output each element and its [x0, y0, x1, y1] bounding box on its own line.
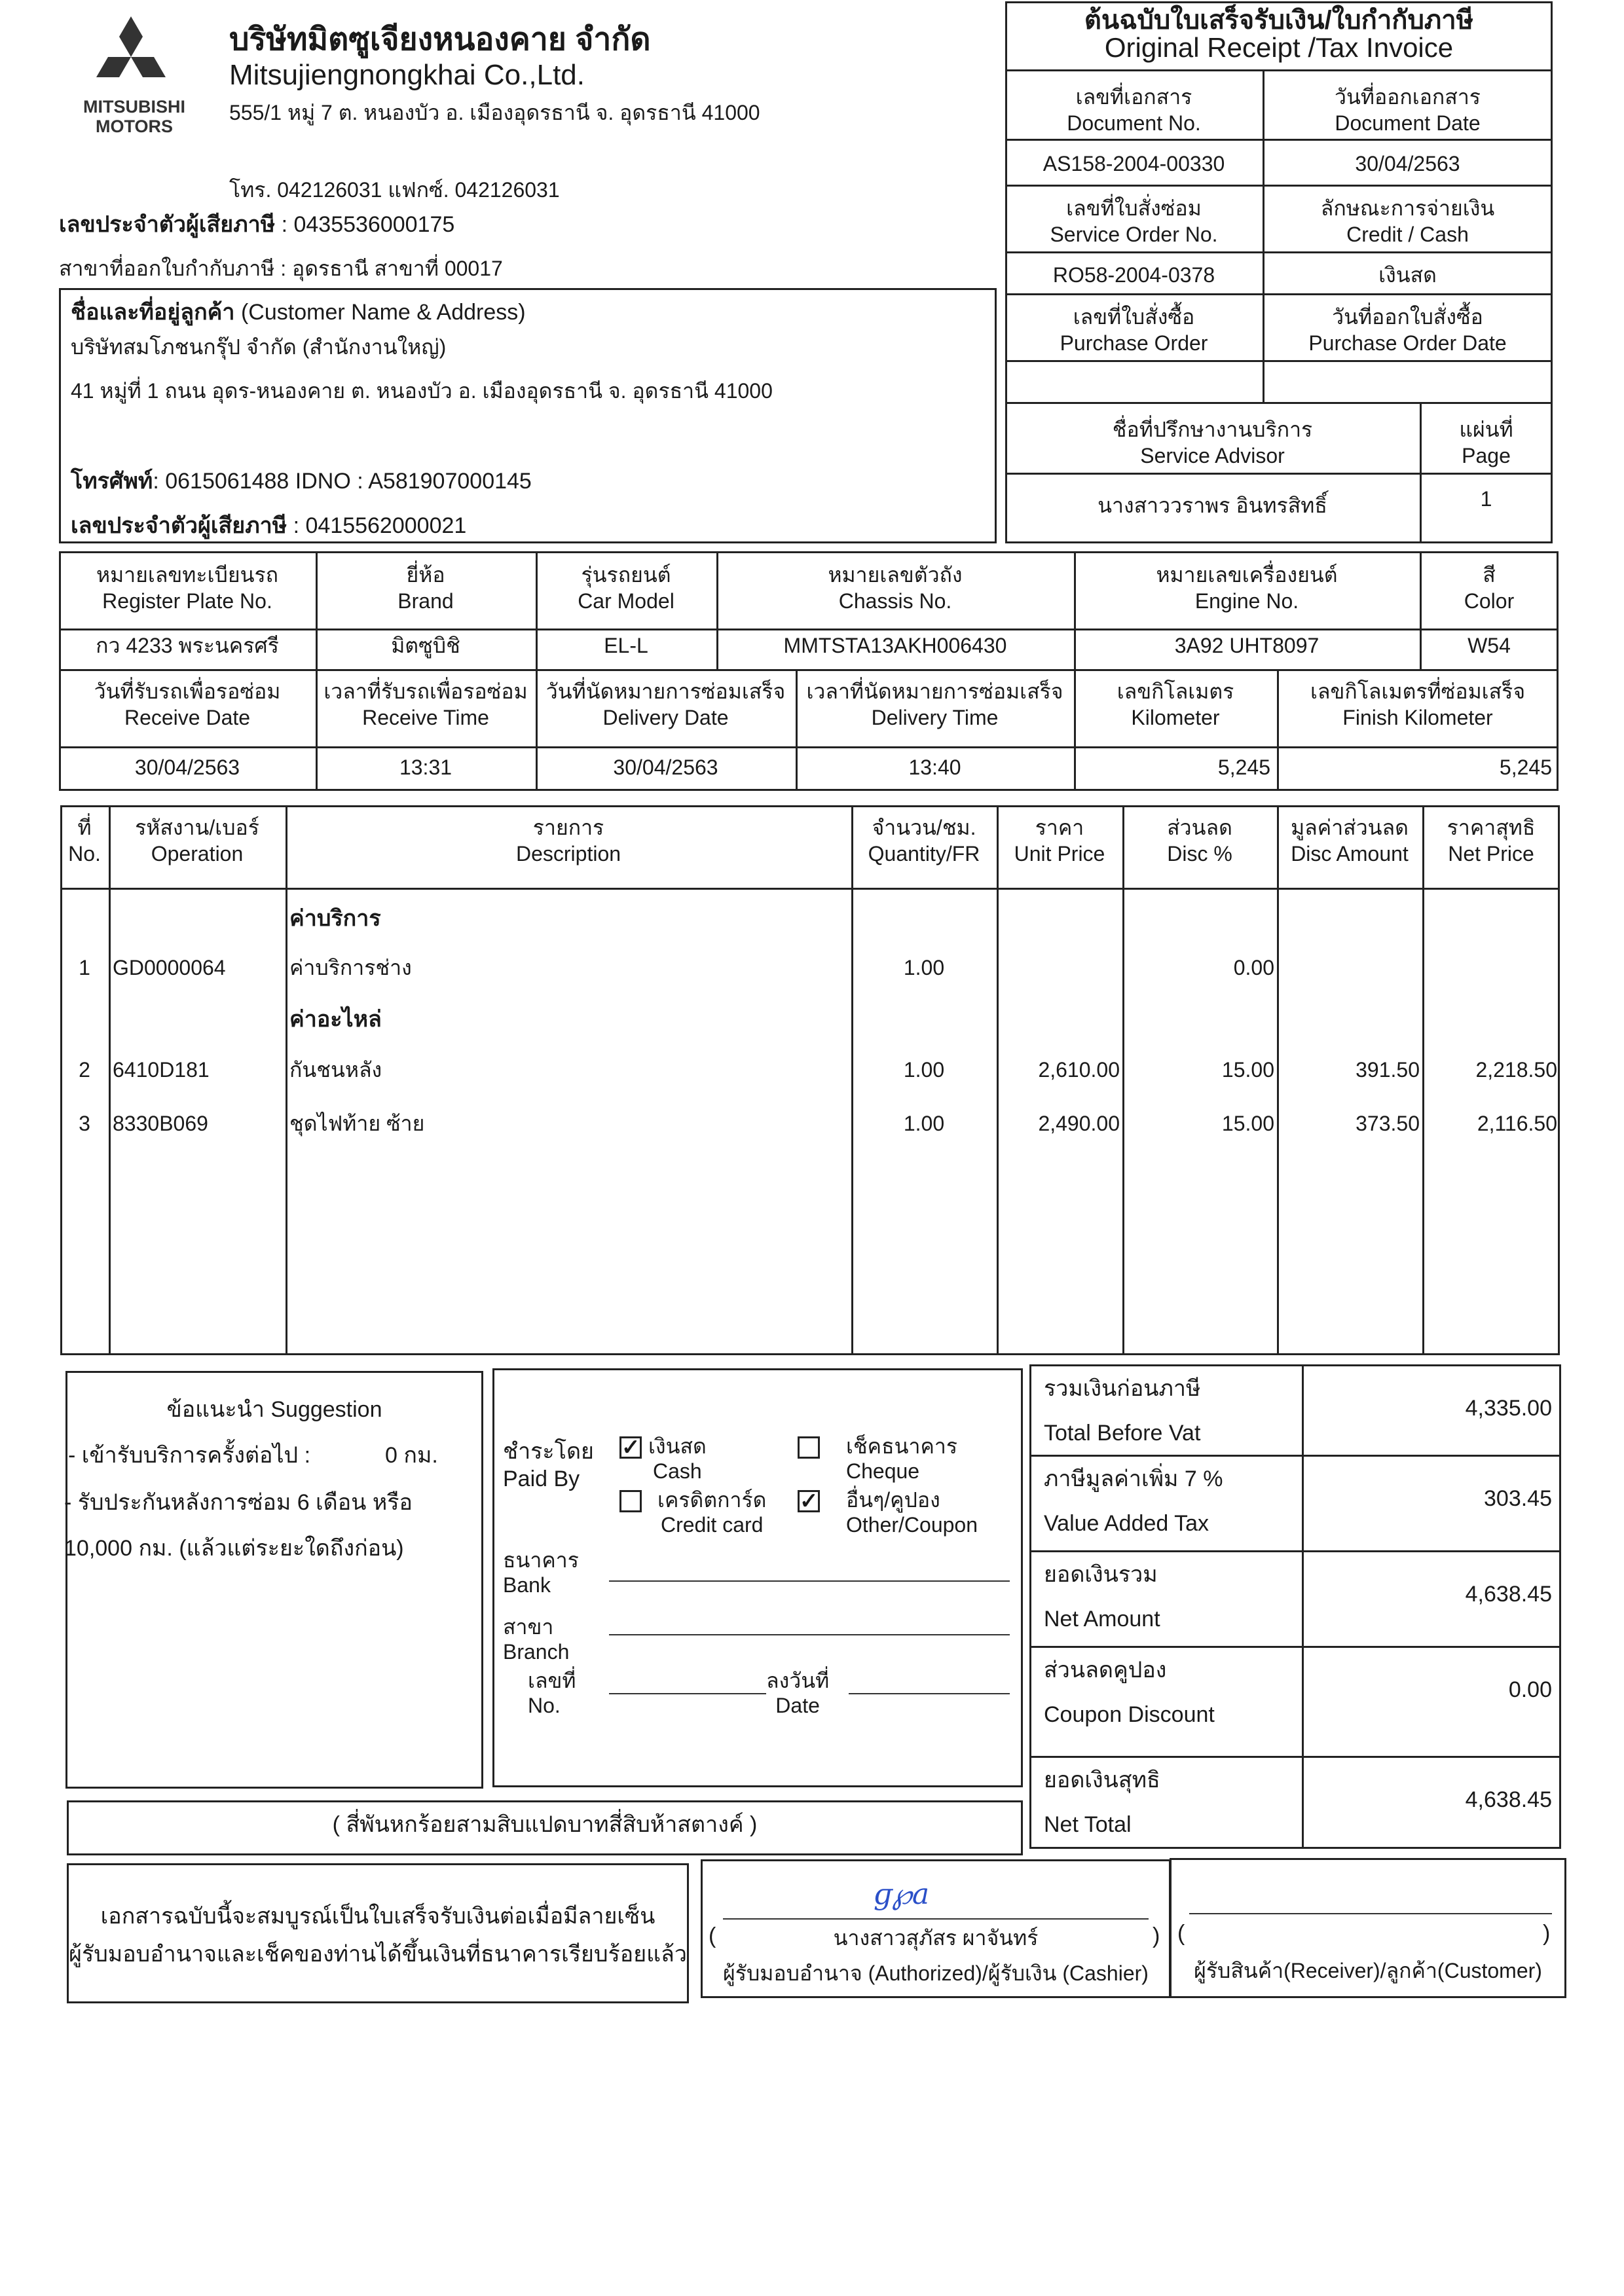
item-cell: 1.00	[903, 956, 945, 979]
vehicle-value-cell: มิตซูบิชิ	[391, 634, 460, 657]
totals-divider	[1029, 1550, 1561, 1552]
vehicle-header-cell: หมายเลขตัวถัง Chassis No.	[828, 563, 963, 613]
cashier-signature-line	[723, 1918, 1149, 1920]
other-coupon-checkbox[interactable]: ✓	[798, 1490, 820, 1512]
vehicle-header-cell: ยี่ห้อ Brand	[397, 563, 454, 613]
document-no-label: เลขที่เอกสาร Document No.	[1067, 85, 1201, 135]
items-header-cell: ที่ No.	[68, 816, 101, 866]
payment-date-label: ลงวันที่ Date	[766, 1669, 830, 1717]
vehicle-value-cell: EL-L	[604, 634, 648, 657]
vehicle-header-cell: เลขกิโลเมตรที่ซ่อมเสร็จ Finish Kilometer	[1310, 680, 1526, 729]
vehicle-value-cell: 3A92 UHT8097	[1174, 634, 1320, 657]
amount-in-words: ( สี่พันหกร้อยสามสิบแปดบาทสี่สิบห้าสตางค์ )	[332, 1812, 758, 1837]
vehicle-header-cell: เวลาที่นัดหมายการซ่อมเสร็จ Delivery Time	[806, 680, 1063, 729]
suggestion-next-service: - เข้ารับบริการครั้งต่อไป :	[68, 1443, 311, 1468]
receiver-signature-line	[1189, 1913, 1552, 1914]
cash-label: เงินสด Cash	[648, 1434, 707, 1483]
vehicle-value-cell: 5,245	[1499, 756, 1552, 779]
branch-line: สาขาที่ออกใบกำกับภาษี : อุดรธานี สาขาที่ 00017	[59, 257, 503, 280]
payment-type-label: ลักษณะการจ่ายเงิน Credit / Cash	[1320, 196, 1495, 246]
group-parts: ค่าอะไหล่	[289, 1007, 382, 1032]
suggestion-warranty: - รับประกันหลังการซ่อม 6 เดือน หรือ	[64, 1490, 413, 1515]
vehicle-header-cell: หมายเลขเครื่องยนต์ Engine No.	[1156, 563, 1338, 613]
paid-by-label: ชำระโดย Paid By	[503, 1439, 594, 1491]
item-cell: 373.50	[1356, 1112, 1420, 1135]
company-name-en: Mitsujiengnongkhai Co.,Ltd.	[229, 59, 585, 91]
company-phone: โทร. 042126031 แฟกซ์. 042126031	[229, 178, 560, 202]
total-label-en: Coupon Discount	[1044, 1702, 1215, 1727]
mitsubishi-logo-icon	[92, 16, 170, 105]
service-advisor-label: ชื่อที่ปรึกษางานบริการ Service Advisor	[1112, 418, 1313, 467]
credit-card-label: เครดิตการ์ด Credit card	[657, 1488, 767, 1537]
service-order-no: RO58-2004-0378	[1052, 263, 1215, 287]
total-label-th: ส่วนลดคูปอง	[1044, 1658, 1167, 1683]
payment-date-line[interactable]	[849, 1693, 1010, 1694]
total-label-en: Net Total	[1044, 1812, 1132, 1837]
item-cell: 15.00	[1221, 1112, 1274, 1135]
logo-wordmark: MITSUBISHI MOTORS	[83, 97, 185, 136]
item-cell: กันชนหลัง	[289, 1058, 382, 1082]
item-cell: 2,490.00	[1038, 1112, 1120, 1135]
items-header-cell: รายการ Description	[515, 816, 621, 866]
customer-address: 41 หมู่ที่ 1 ถนน อุดร-หนองคาย ต. หนองบัว อ. เมืองอุดรธานี จ. อุดรธานี 41000	[71, 379, 773, 403]
vehicle-header-cell: เลขกิโลเมตร Kilometer	[1116, 680, 1234, 729]
total-label-th: ยอดเงินสุทธิ	[1044, 1768, 1160, 1793]
paren-right-icon: )	[1543, 1921, 1551, 1946]
total-label-en: Net Amount	[1044, 1607, 1160, 1631]
vehicle-header-cell: วันที่รับรถเพื่อรอซ่อม Receive Date	[94, 680, 281, 729]
company-name-th: บริษัทมิตซูเจียงหนองคาย จำกัด	[229, 22, 651, 57]
company-tax-id: เลขประจำตัวผู้เสียภาษี : 0435536000175	[59, 212, 455, 237]
item-cell: 1.00	[903, 1112, 945, 1135]
vehicle-value-cell: MMTSTA13AKH006430	[783, 634, 1007, 657]
items-header-cell: ราคาสุทธิ Net Price	[1447, 816, 1536, 866]
vehicle-value-cell: 5,245	[1217, 756, 1270, 779]
cashier-signature: ɡ℘a	[874, 1878, 930, 1911]
vehicle-header-cell: สี Color	[1464, 563, 1515, 613]
customer-heading: ชื่อและที่อยู่ลูกค้า (Customer Name & Address)	[71, 300, 526, 325]
suggestion-warranty-2: 10,000 กม. (แล้วแต่ระยะใดถึงก่อน)	[64, 1536, 404, 1561]
items-header-cell: มูลค่าส่วนลด Disc Amount	[1291, 816, 1409, 866]
total-label-th: ภาษีมูลค่าเพิ่ม 7 %	[1044, 1467, 1223, 1491]
totals-divider	[1029, 1646, 1561, 1648]
branch-line[interactable]	[609, 1634, 1010, 1635]
page-number: 1	[1480, 487, 1492, 511]
vehicle-header-cell: วันที่นัดหมายการซ่อมเสร็จ Delivery Date	[545, 680, 786, 729]
cheque-checkbox[interactable]	[798, 1436, 820, 1459]
vehicle-value-cell: W54	[1467, 634, 1511, 657]
item-cell: 8330B069	[113, 1112, 208, 1135]
total-label-en: Value Added Tax	[1044, 1511, 1209, 1536]
items-header-cell: ส่วนลด Disc %	[1167, 816, 1232, 866]
vehicle-value-cell: กว 4233 พระนครศรี	[96, 634, 279, 657]
total-value: 4,638.45	[1465, 1787, 1552, 1812]
item-cell: 2,218.50	[1475, 1058, 1557, 1082]
paren-left-icon: (	[1177, 1921, 1185, 1946]
item-cell: 2	[79, 1058, 90, 1082]
customer-phone: โทรศัพท์: 0615061488 IDNO : A581907000145	[71, 469, 532, 494]
vehicle-value-cell: 30/04/2563	[134, 756, 240, 779]
item-cell: 6410D181	[113, 1058, 210, 1082]
bank-line[interactable]	[609, 1580, 1010, 1582]
customer-name: บริษัทสมโภชนกรุ๊ป จำกัด (สำนักงานใหญ่)	[71, 335, 447, 359]
vehicle-header-cell: รุ่นรถยนต์ Car Model	[578, 563, 674, 613]
paren-right-icon: )	[1153, 1923, 1160, 1948]
totals-divider	[1029, 1455, 1561, 1457]
purchase-order-date-label: วันที่ออกใบสั่งซื้อ Purchase Order Date	[1308, 305, 1507, 355]
items-header-cell: จำนวน/ชม. Quantity/FR	[868, 816, 980, 866]
total-value: 4,638.45	[1465, 1582, 1552, 1607]
item-cell: 2,116.50	[1477, 1112, 1557, 1135]
total-label-en: Total Before Vat	[1044, 1421, 1201, 1446]
vehicle-value-cell: 13:40	[908, 756, 961, 779]
receiver-caption: ผู้รับสินค้า(Receiver)/ลูกค้า(Customer)	[1194, 1959, 1542, 1982]
total-value: 0.00	[1508, 1677, 1552, 1702]
company-address: 555/1 หมู่ 7 ต. หนองบัว อ. เมืองอุดรธานี จ. อุดรธานี 41000	[229, 101, 760, 124]
total-value: 303.45	[1484, 1486, 1552, 1511]
suggestion-box	[65, 1371, 483, 1789]
item-cell: 0.00	[1233, 956, 1274, 979]
vehicle-value-cell: 30/04/2563	[613, 756, 718, 779]
branch-label: สาขา Branch	[503, 1615, 570, 1664]
totals-divider	[1029, 1756, 1561, 1758]
items-header-cell: รหัสงาน/เบอร์ Operation	[135, 816, 259, 866]
total-label-th: ยอดเงินรวม	[1044, 1562, 1158, 1587]
item-cell: 1.00	[903, 1058, 945, 1082]
payment-no-label: เลขที่ No.	[528, 1669, 576, 1717]
cheque-label: เช็คธนาคาร Cheque	[846, 1434, 957, 1483]
other-coupon-label: อื่นๆ/คูปอง Other/Coupon	[846, 1488, 978, 1537]
payment-no-line[interactable]	[609, 1693, 766, 1694]
group-service: ค่าบริการ	[289, 906, 381, 931]
page-label: แผ่นที่ Page	[1459, 418, 1513, 467]
vehicle-header-cell: เวลาที่รับรถเพื่อรอซ่อม Receive Time	[323, 680, 528, 729]
paren-left-icon: (	[709, 1923, 716, 1948]
suggestion-next-service-km: 0 กม.	[385, 1443, 438, 1468]
credit-card-checkbox[interactable]	[619, 1490, 642, 1512]
document-date: 30/04/2563	[1355, 152, 1460, 175]
item-cell: 391.50	[1356, 1058, 1420, 1082]
item-cell: ค่าบริการช่าง	[289, 956, 412, 979]
cashier-name: นางสาวสุภัสร ผาจันทร์	[833, 1926, 1039, 1950]
payment-type: เงินสด	[1378, 263, 1437, 287]
item-cell: ชุดไฟท้าย ซ้าย	[289, 1112, 425, 1135]
document-title: ต้นฉบับใบเสร็จรับเงิน/ใบกำกับภาษี Original Receipt /Tax Invoice	[1084, 6, 1474, 63]
purchase-order-label: เลขที่ใบสั่งซื้อ Purchase Order	[1060, 305, 1208, 355]
suggestion-title: ข้อแนะนำ Suggestion	[166, 1397, 382, 1422]
footer-note: เอกสารฉบับนี้จะสมบูรณ์เป็นใบเสร็จรับเงินต่อเมื่อมีลายเซ็น ผู้รับมอบอำนาจและเช็คของท่านได้ขึ้นเงินที่ธนาคารเรียบร้อยแล้ว	[69, 1904, 687, 1967]
vehicle-value-cell: 13:31	[399, 756, 452, 779]
item-cell: 15.00	[1221, 1058, 1274, 1082]
bank-label: ธนาคาร Bank	[503, 1548, 579, 1597]
document-no: AS158-2004-00330	[1043, 152, 1225, 175]
customer-box	[59, 288, 997, 543]
vehicle-header-cell: หมายเลขทะเบียนรถ Register Plate No.	[96, 563, 279, 613]
total-label-th: รวมเงินก่อนภาษี	[1044, 1376, 1201, 1401]
cash-checkbox[interactable]: ✓	[619, 1436, 642, 1459]
document-date-label: วันที่ออกเอกสาร Document Date	[1335, 85, 1481, 135]
service-advisor: นางสาววราพร อินทรสิทธิ์	[1098, 494, 1327, 517]
total-value: 4,335.00	[1465, 1396, 1552, 1421]
item-cell: 2,610.00	[1038, 1058, 1120, 1082]
customer-tax-id: เลขประจำตัวผู้เสียภาษี : 0415562000021	[71, 513, 467, 538]
item-cell: GD0000064	[113, 956, 226, 979]
item-cell: 3	[79, 1112, 90, 1135]
item-cell: 1	[79, 956, 90, 979]
items-header-cell: ราคา Unit Price	[1014, 816, 1105, 866]
service-order-label: เลขที่ใบสั่งซ่อม Service Order No.	[1050, 196, 1218, 246]
cashier-caption: ผู้รับมอบอำนาจ (Authorized)/ผู้รับเงิน (Cashier)	[723, 1961, 1149, 1985]
